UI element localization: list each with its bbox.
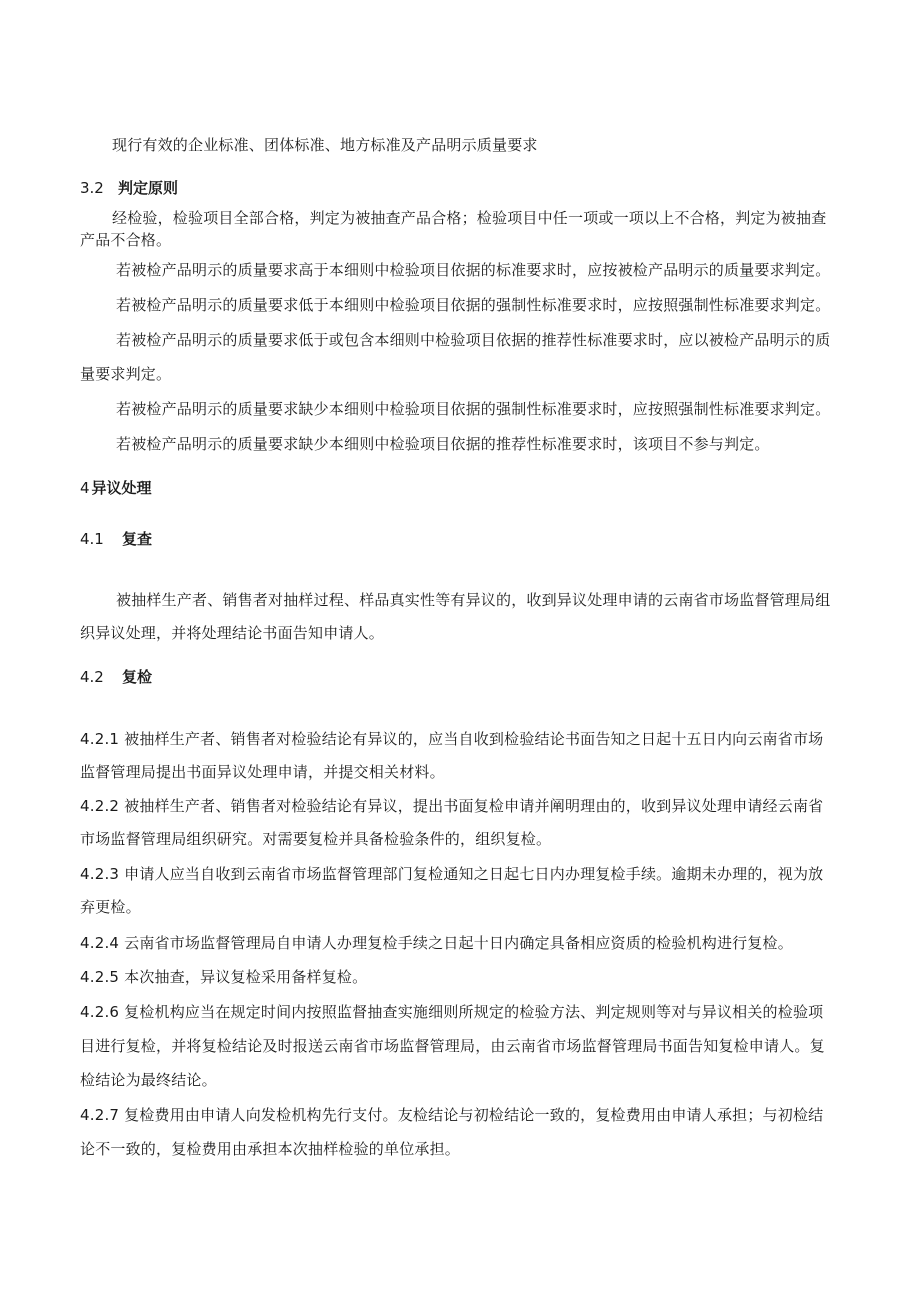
list-item-line: 弃更检。 bbox=[80, 898, 141, 916]
list-item-line: 论不一致的，复检费用由承担本次抽样检验的单位承担。 bbox=[80, 1140, 461, 1158]
section-4-1-heading bbox=[80, 529, 152, 549]
paragraph-line: 若被检产品明示的质量要求低于本细则中检验项目依据的强制性标准要求时，应按照强制性标准要求判定。 bbox=[116, 296, 831, 314]
section-title: 判定原则 bbox=[118, 179, 179, 197]
paragraph-line: 量要求判定。 bbox=[80, 365, 172, 383]
paragraph-line: 产品不合格。 bbox=[80, 231, 172, 249]
list-item-line: 4.2.6 复检机构应当在规定时间内按照监督抽查实施细则所规定的检验方法、判定规则等对与异议相关的检验项 bbox=[80, 1003, 824, 1021]
section-3-2-heading bbox=[80, 178, 178, 198]
paragraph-line: 若被检产品明示的质量要求高于本细则中检验项目依据的标准要求时，应按被检产品明示的质量要求判定。 bbox=[116, 261, 831, 279]
section-number: 4 bbox=[80, 479, 90, 497]
list-item-line: 4.2.3 申请人应当自收到云南省市场监督管理部门复检通知之日起七日内办理复检手续。逾期未办理的，视为放 bbox=[80, 865, 824, 883]
paragraph-line: 若被检产品明示的质量要求缺少本细则中检验项目依据的推荐性标准要求时，该项目不参与判定。 bbox=[116, 435, 770, 453]
list-item-line: 监督管理局提出书面异议处理申请，并提交相关材料。 bbox=[80, 763, 445, 781]
paragraph-line: 若被检产品明示的质量要求低于或包含本细则中检验项目依据的推荐性标准要求时，应以被检产品明示的质 bbox=[116, 331, 831, 349]
section-number: 3.2 bbox=[80, 179, 104, 197]
list-item-line: 4.2.1 被抽样生产者、销售者对检验结论有异议的，应当自收到检验结论书面告知之日起十五日内向云南省市场 bbox=[80, 730, 824, 748]
list-item-line: 目进行复检，并将复检结论及时报送云南省市场监督管理局，由云南省市场监督管理局书面告知复检申请人。复 bbox=[80, 1037, 825, 1055]
paragraph-line: 经检验，检验项目全部合格，判定为被抽查产品合格；检验项目中任一项或一项以上不合格，判定为被抽查 bbox=[112, 209, 827, 227]
intro-line: 现行有效的企业标准、团体标准、地方标准及产品明示质量要求 bbox=[112, 136, 538, 154]
paragraph-line: 织异议处理，并将处理结论书面告知申请人。 bbox=[80, 624, 385, 642]
section-4-heading bbox=[80, 478, 152, 498]
section-title: 复查 bbox=[122, 530, 153, 548]
section-number: 4.2 bbox=[80, 668, 104, 686]
list-item-line: 4.2.5 本次抽查，异议复检采用备样复检。 bbox=[80, 968, 368, 986]
list-item-line: 4.2.2 被抽样生产者、销售者对检验结论有异议，提出书面复检申请并阐明理由的，收到异议处理申请经云南省 bbox=[80, 797, 824, 815]
section-4-2-heading bbox=[80, 667, 152, 687]
section-title: 复检 bbox=[122, 668, 153, 686]
paragraph-line: 若被检产品明示的质量要求缺少本细则中检验项目依据的强制性标准要求时，应按照强制性标准要求判定。 bbox=[116, 400, 831, 418]
list-item-line: 4.2.4 云南省市场监督管理局自申请人办理复检手续之日起十日内确定具备相应资质的检验机构进行复检。 bbox=[80, 934, 793, 952]
section-title: 异议处理 bbox=[91, 479, 152, 497]
list-item-line: 市场监督管理局组织研究。对需要复检并具备检验条件的，组织复检。 bbox=[80, 830, 552, 848]
section-number: 4.1 bbox=[80, 530, 104, 548]
list-item-line: 检结论为最终结论。 bbox=[80, 1071, 217, 1089]
paragraph-line: 被抽样生产者、销售者对抽样过程、样品真实性等有异议的，收到异议处理申请的云南省市场监督管理局组 bbox=[116, 591, 831, 609]
list-item-line: 4.2.7 复检费用由申请人向发检机构先行支付。友检结论与初检结论一致的，复检费用由申请人承担；与初检结 bbox=[80, 1106, 824, 1124]
